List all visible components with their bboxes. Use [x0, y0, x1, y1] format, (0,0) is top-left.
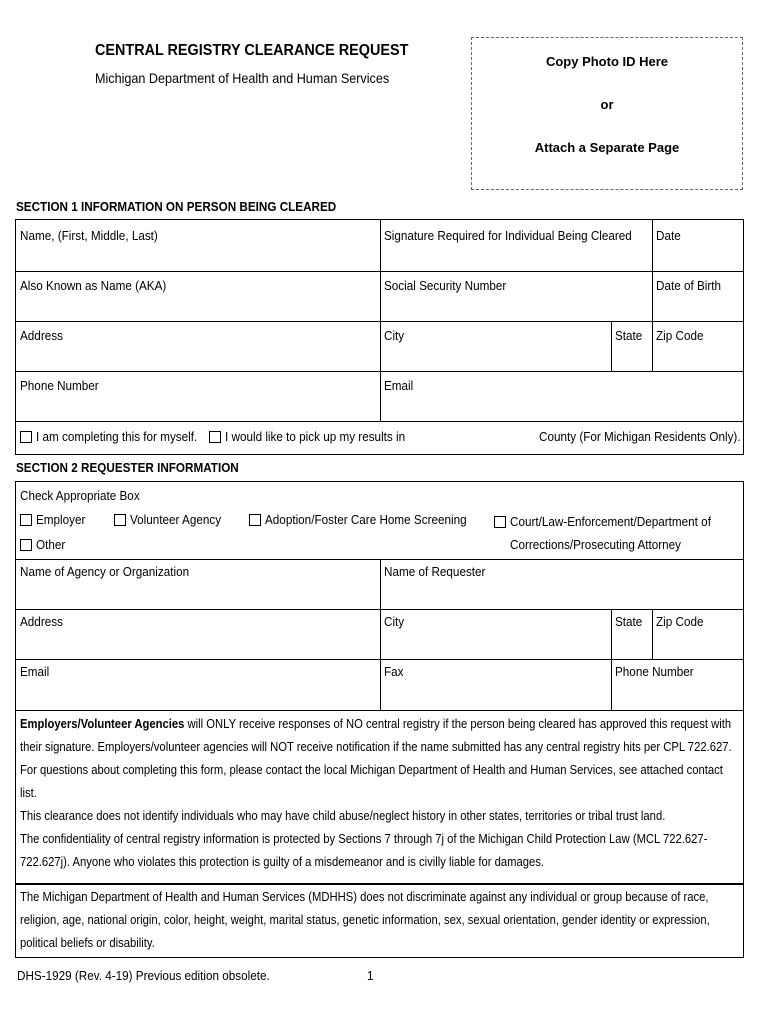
requester-name-field[interactable]: Name of Requester	[384, 564, 486, 579]
employer-checkbox[interactable]	[20, 514, 32, 526]
notice-text	[20, 713, 740, 874]
photo-id-box[interactable]	[471, 37, 743, 190]
court-label-line1: Court/Law-Enforcement/Department of	[510, 514, 711, 529]
requester-zip-field[interactable]: Zip Code	[656, 614, 704, 629]
date-field[interactable]: Date	[656, 228, 681, 243]
signature-field[interactable]: Signature Required for Individual Being Cleared	[384, 228, 632, 243]
section1-table	[15, 219, 744, 455]
check-appropriate-box-label: Check Appropriate Box	[20, 488, 140, 503]
email-field[interactable]: Email	[384, 378, 414, 393]
nondiscrimination-text: The Michigan Department of Health and Human Services (MDHHS) does not discriminate against any individual or group because of race, religion, age, national origin, color, height, weight, marital status, genetic information, sex, sexual orientation, gender identity or expression, political beliefs or disability.	[20, 890, 710, 950]
requester-phone-field[interactable]: Phone Number	[615, 664, 694, 679]
agency-name-field[interactable]: Name of Agency or Organization	[20, 564, 190, 579]
self-checkbox[interactable]	[20, 431, 32, 443]
volunteer-agency-label: Volunteer Agency	[130, 512, 222, 527]
notice-clearance-scope: This clearance does not identify individuals who may have child abuse/neglect history in other states, territories or tribal trust land.	[20, 809, 666, 823]
county-note: County (For Michigan Residents Only).	[539, 429, 741, 444]
self-checkbox-label: I am completing this for myself.	[36, 429, 198, 444]
department-name: Michigan Department of Health and Human Services	[95, 70, 390, 86]
pickup-checkbox-label: I would like to pick up my results in	[225, 429, 406, 444]
notice-employers-text: will ONLY receive responses of NO central registry if the person being cleared has approved this request with their signature. Employers/volunteer agencies will NOT receive notification if the name submitted has any central registry hits per CPL 722.627. For questions about completing this form, please contact the local Michigan Department of Health and Human Services, see attached contact list.	[20, 717, 732, 800]
adoption-label: Adoption/Foster Care Home Screening	[265, 512, 467, 527]
page-number: 1	[367, 968, 374, 983]
adoption-checkbox[interactable]	[249, 514, 261, 526]
section1-heading: SECTION 1 INFORMATION ON PERSON BEING CLEARED	[16, 199, 337, 214]
phone-field[interactable]: Phone Number	[20, 378, 99, 393]
photo-box-line2: or	[600, 97, 614, 112]
state-field[interactable]: State	[615, 328, 643, 343]
notice-employers	[20, 713, 740, 805]
nondiscrimination-box	[15, 884, 744, 958]
ssn-field[interactable]: Social Security Number	[384, 278, 507, 293]
other-checkbox[interactable]	[20, 539, 32, 551]
aka-field[interactable]: Also Known as Name (AKA)	[20, 278, 167, 293]
dob-field[interactable]: Date of Birth	[656, 278, 722, 293]
form-id: DHS-1929 (Rev. 4-19) Previous edition obsolete.	[17, 968, 270, 983]
requester-email-field[interactable]: Email	[20, 664, 50, 679]
other-label: Other	[36, 537, 66, 552]
section2-heading: SECTION 2 REQUESTER INFORMATION	[16, 460, 239, 475]
employer-label: Employer	[36, 512, 86, 527]
notice-employers-bold: Employers/Volunteer Agencies	[20, 717, 185, 731]
photo-box-line1: Copy Photo ID Here	[545, 54, 669, 69]
section2-table	[15, 481, 744, 711]
requester-address-field[interactable]: Address	[20, 614, 63, 629]
requester-state-field[interactable]: State	[615, 614, 643, 629]
form-title: CENTRAL REGISTRY CLEARANCE REQUEST	[95, 42, 409, 59]
court-checkbox[interactable]	[494, 516, 506, 528]
name-field[interactable]: Name, (First, Middle, Last)	[20, 228, 158, 243]
notice-confidentiality: The confidentiality of central registry information is protected by Sections 7 through 7j of the Michigan Child Protection Law (MCL 722.627-722.627j). Anyone who violates this protection is guilty of a misdemeanor and is civilly liable for damages.	[20, 832, 708, 869]
address-field[interactable]: Address	[20, 328, 63, 343]
court-label-line2: Corrections/Prosecuting Attorney	[510, 537, 682, 552]
city-field[interactable]: City	[384, 328, 405, 343]
photo-box-line3: Attach a Separate Page	[534, 140, 680, 155]
notice-box	[15, 710, 744, 884]
zip-field[interactable]: Zip Code	[656, 328, 704, 343]
volunteer-agency-checkbox[interactable]	[114, 514, 126, 526]
pickup-checkbox[interactable]	[209, 431, 221, 443]
requester-fax-field[interactable]: Fax	[384, 664, 404, 679]
requester-city-field[interactable]: City	[384, 614, 405, 629]
